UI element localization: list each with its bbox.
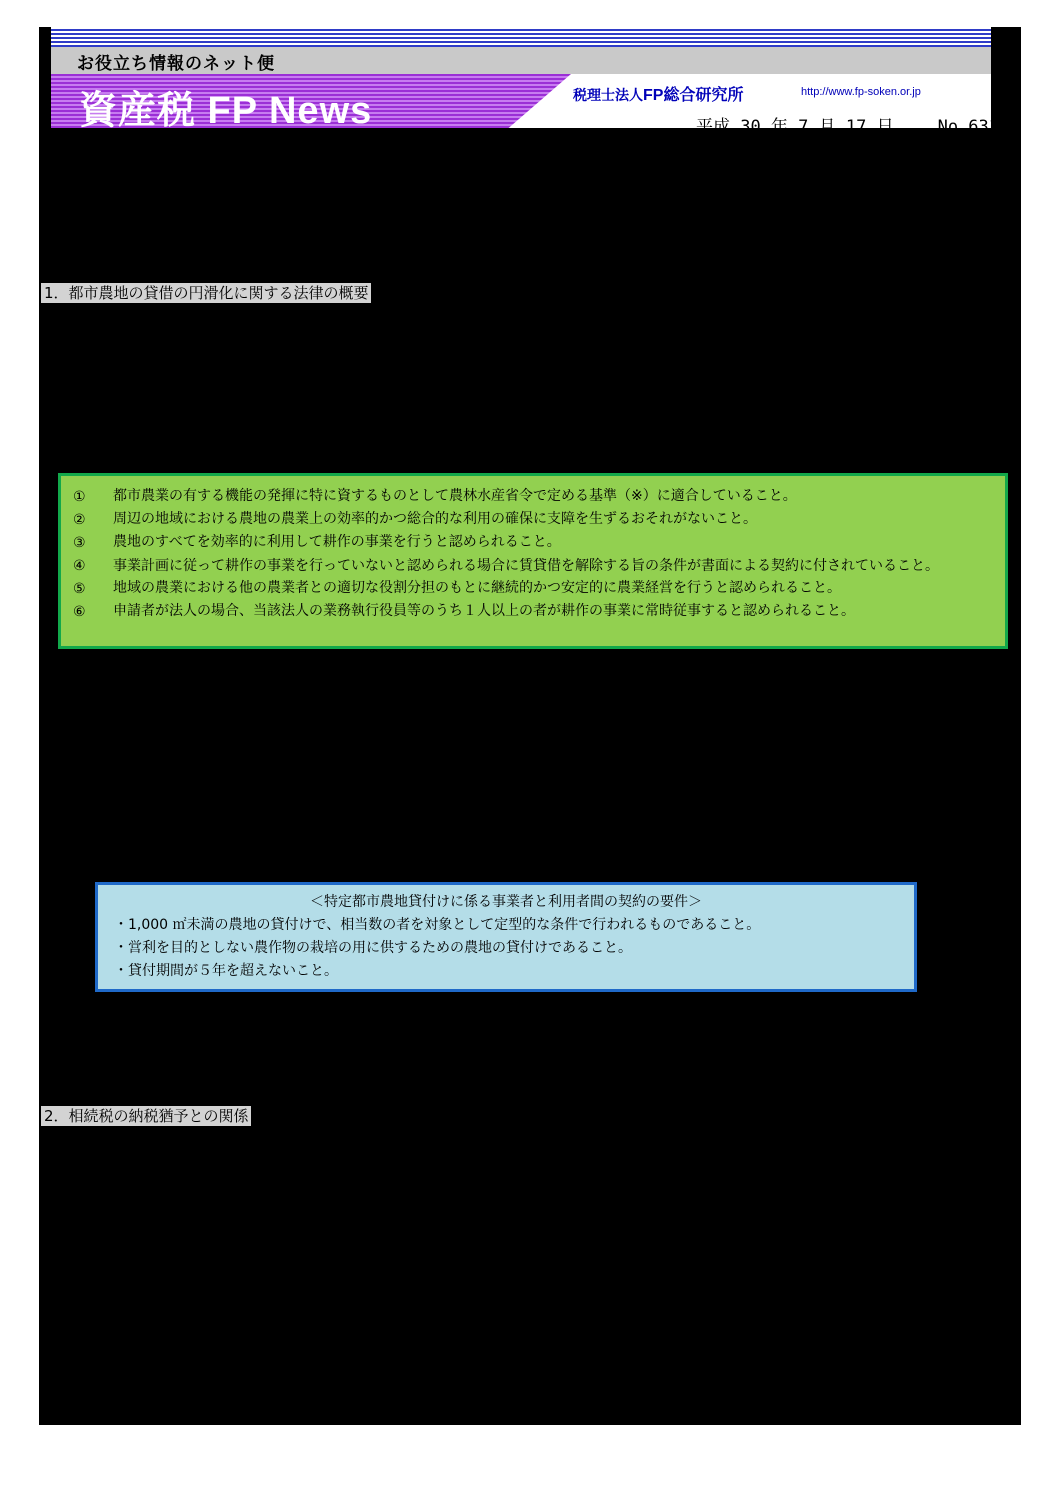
redacted-body	[39, 27, 1021, 1425]
issue-date: 平成 30 年 7 月 17 日	[696, 117, 894, 137]
firm-prefix: 税理士法人	[573, 89, 643, 104]
firm-name	[573, 82, 743, 105]
contract-item: ・1,000 ㎡未満の農地の貸付けで、相当数の者を対象として定型的な条件で行われるものであること。	[114, 917, 761, 933]
requirement-number: ⑥	[73, 604, 86, 620]
requirement-text: 申請者が法人の場合、当該法人の業務執行役員等のうち１人以上の者が耕作の事業に常時従事すると認められること。	[113, 603, 855, 619]
tagline: お役立ち情報のネット便	[77, 54, 275, 74]
requirement-text: 事業計画に従って耕作の事業を行っていないと認められる場合に賃貸借を解除する旨の条件が書面による契約に付されていること。	[113, 558, 939, 574]
contract-requirements-box	[95, 882, 917, 992]
requirement-number: ②	[73, 512, 86, 528]
requirement-item	[73, 486, 995, 509]
requirement-text: 都市農業の有する機能の発揮に特に資するものとして農林水産省令で定める基準（※）に適合していること。	[113, 488, 797, 504]
requirement-item	[73, 532, 995, 555]
section-heading-2: 2．相続税の納税猶予との関係	[41, 1106, 251, 1126]
requirement-number: ⑤	[73, 581, 86, 597]
firm-url[interactable]: http://www.fp-soken.or.jp	[801, 86, 921, 98]
issue-number: No.631	[937, 117, 1000, 137]
requirement-text: 地域の農業における他の農業者との適切な役割分担のもとに継続的かつ安定的に農業経営を行うと認められること。	[113, 580, 841, 596]
header-stripe	[51, 27, 991, 47]
newsletter-title: 資産税 FP News	[79, 90, 373, 132]
requirements-box	[58, 473, 1008, 649]
requirement-text: 周辺の地域における農地の農業上の効率的かつ総合的な利用の確保に支障を生ずるおそれがないこと。	[113, 511, 757, 527]
requirement-item	[73, 578, 995, 601]
requirement-number: ④	[73, 558, 86, 574]
firm-name-main: FP総合研究所	[643, 87, 744, 104]
requirement-number: ①	[73, 489, 86, 505]
date-issue-line	[696, 113, 1000, 137]
contract-item: ・営利を目的としない農作物の栽培の用に供するための農地の貸付けであること。	[114, 940, 632, 956]
requirement-item	[73, 601, 995, 624]
newsletter-header	[51, 27, 1000, 137]
requirement-item	[73, 555, 995, 578]
section-heading-1: 1．都市農地の貸借の円滑化に関する法律の概要	[41, 283, 371, 303]
contract-box-title: ＜特定都市農地貸付けに係る事業者と利用者間の契約の要件＞	[310, 894, 702, 910]
requirement-text: 農地のすべてを効率的に利用して耕作の事業を行うと認められること。	[113, 534, 561, 550]
requirement-item	[73, 509, 995, 532]
requirement-number: ③	[73, 535, 86, 551]
contract-item: ・貸付期間が５年を超えないこと。	[114, 963, 338, 979]
